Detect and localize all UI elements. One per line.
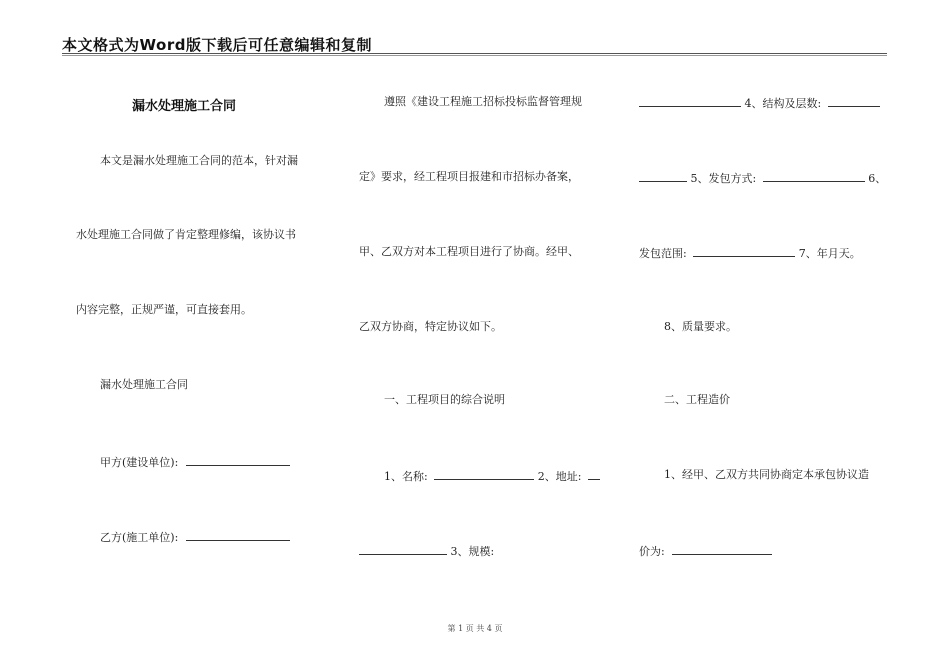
cost-price-label: 价为: xyxy=(639,545,665,558)
scope-blank xyxy=(693,245,795,257)
item-8-quality: 8、质量要求。 xyxy=(664,320,737,333)
item-2-addr-blank-cont xyxy=(359,543,447,555)
item-6-label: 6、 xyxy=(868,172,887,185)
item-2-addr-blank xyxy=(588,468,600,480)
party-b-label: 乙方(施工单位): xyxy=(100,531,179,544)
document-header: 本文格式为Word版下载后可任意编辑和复制 xyxy=(62,36,372,54)
header-divider xyxy=(62,53,887,54)
party-a-line xyxy=(100,454,290,470)
section-1-heading: 一、工程项目的综合说明 xyxy=(384,393,505,406)
col2-para-line-2: 定》要求，经工程项目报建和市招标办备案， xyxy=(359,170,579,183)
intro-line-2: 水处理施工合同做了肯定整理修编，该协议书 xyxy=(76,228,296,241)
item-3-scale-label: 3、规模: xyxy=(450,545,495,558)
item-structure-line xyxy=(639,95,880,111)
page-footer: 第 1 页 共 4 页 xyxy=(447,624,503,633)
contract-title: 漏水处理施工合同 xyxy=(132,99,237,114)
item-2-addr-label: 2、地址: xyxy=(537,470,582,483)
party-b-blank xyxy=(186,529,290,541)
item-4-structure-blank-cont xyxy=(639,170,687,182)
intro-line-3: 内容完整，正规严谨，可直接套用。 xyxy=(76,303,252,316)
item-4-structure-blank xyxy=(828,95,880,107)
party-b-line xyxy=(100,529,290,545)
col2-para-line-1: 遵照《建设工程施工招标投标监督管理规 xyxy=(384,95,582,108)
cost-price-line xyxy=(639,543,772,559)
scope-line xyxy=(639,245,861,261)
scope-label: 发包范围: xyxy=(639,247,687,260)
item-1-name-blank xyxy=(434,468,534,480)
item-name-addr-line xyxy=(384,468,600,484)
item-method-line xyxy=(639,170,886,186)
contract-subtitle: 漏水处理施工合同 xyxy=(100,378,188,391)
col2-para-line-3: 甲、乙双方对本工程项目进行了协商。经甲、 xyxy=(359,245,579,258)
party-a-label: 甲方(建设单位): xyxy=(100,456,179,469)
intro-line-1: 本文是漏水处理施工合同的范本，针对漏 xyxy=(100,154,298,167)
col2-para-line-4: 乙双方协商，特定协议如下。 xyxy=(359,320,502,333)
section-2-heading: 二、工程造价 xyxy=(664,393,730,406)
item-scale-line xyxy=(359,543,494,559)
item-5-method-blank xyxy=(763,170,865,182)
cost-price-blank xyxy=(672,543,772,555)
item-5-method-label: 5、发包方式: xyxy=(690,172,757,185)
item-4-structure-label: 4、结构及层数: xyxy=(744,97,822,110)
header-divider-secondary xyxy=(62,55,887,56)
item-3-scale-blank xyxy=(639,95,741,107)
item-1-name-label: 1、名称: xyxy=(384,470,428,483)
party-a-blank xyxy=(186,454,290,466)
cost-line-1: 1、经甲、乙双方共同协商定本承包协议造 xyxy=(664,468,869,481)
item-7-date-label: 7、年月天。 xyxy=(798,247,861,260)
